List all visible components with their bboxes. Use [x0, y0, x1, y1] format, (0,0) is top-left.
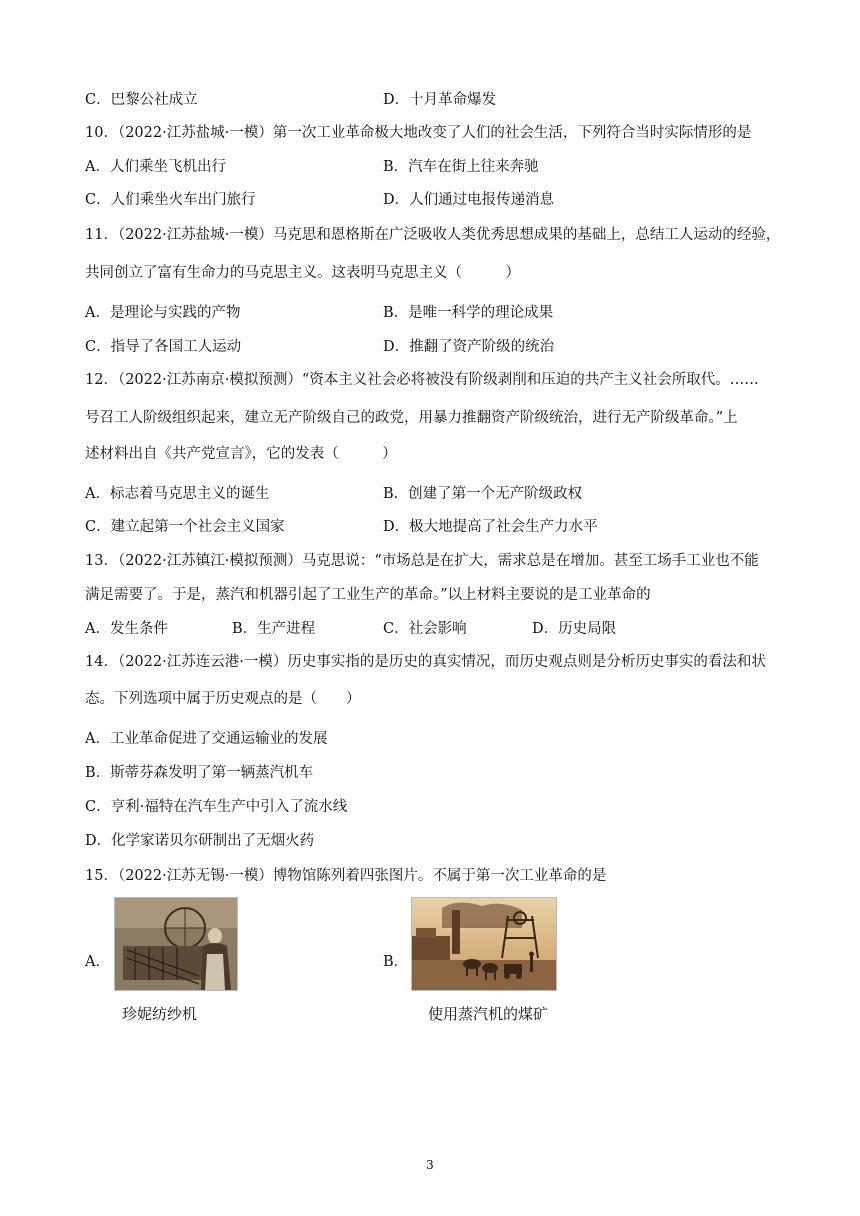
q13-option-c: C．社会影响	[383, 621, 467, 637]
q11-option-d: D．推翻了资产阶级的统治	[383, 339, 555, 355]
q12-option-c: C．建立起第一个社会主义国家	[85, 519, 285, 535]
q10-option-a: A．人们乘坐飞机出行	[85, 159, 226, 175]
q14-option-d: D．化学家诺贝尔研制出了无烟火药	[85, 833, 315, 849]
q15-option-a-label: A．	[85, 954, 110, 970]
q14-option-b: B．斯蒂芬森发明了第一辆蒸汽机车	[85, 765, 314, 781]
coal-mine-illustration	[412, 898, 556, 990]
steam-coal-mine-image	[411, 897, 557, 991]
q12-option-a: A．标志着马克思主义的诞生	[85, 486, 270, 502]
q12-stem-line-3: 述材料出自《共产党宣言》，它的发表（ ）	[85, 446, 397, 462]
q11-stem-line-1: 11．（2022·江苏盐城·一模）马克思和恩格斯在广泛吸收人类优秀思想成果的基础上，总结工人运动的经验，	[85, 227, 781, 243]
q15-option-b-caption: 使用蒸汽机的煤矿	[428, 1005, 549, 1023]
q10-option-b: B．汽车在街上往来奔驰	[383, 159, 539, 175]
q9-option-d: D．十月革命爆发	[383, 92, 497, 108]
q10-option-c: C．人们乘坐火车出门旅行	[85, 192, 256, 208]
q10-option-d: D．人们通过电报传递消息	[383, 192, 555, 208]
q11-option-b: B．是唯一科学的理论成果	[383, 305, 554, 321]
q12-stem-line-1: 12．（2022·江苏南京·模拟预测）“资本主义社会必将被没有阶级剥削和压迫的共产主义社会所取代。……	[85, 372, 759, 388]
q12-stem-line-2: 号召工人阶级组织起来，建立无产阶级自己的政党，用暴力推翻资产阶级统治，进行无产阶级革命。”上	[85, 410, 738, 426]
spinning-jenny-image	[114, 897, 238, 991]
q14-option-c: C．亨利·福特在汽车生产中引入了流水线	[85, 799, 348, 815]
q15-stem: 15．（2022·江苏无锡·一模）博物馆陈列着四张图片。不属于第一次工业革命的是	[85, 868, 607, 884]
q12-option-d: D．极大地提高了社会生产力水平	[383, 519, 598, 535]
q11-stem-line-2: 共同创立了富有生命力的马克思主义。这表明马克思主义（ ）	[85, 265, 520, 281]
q15-option-a-caption: 珍妮纺纱机	[122, 1005, 198, 1023]
q9-option-c: C．巴黎公社成立	[85, 92, 198, 108]
q15-option-b-label: B．	[383, 954, 409, 970]
q10-stem: 10．（2022·江苏盐城·一模）第一次工业革命极大地改变了人们的社会生活，下列符合当时实际情形的是	[85, 125, 752, 141]
q11-option-c: C．指导了各国工人运动	[85, 339, 242, 355]
q13-option-a: A．发生条件	[85, 621, 168, 637]
q11-option-a: A．是理论与实践的产物	[85, 305, 241, 321]
page-number: 3	[426, 1158, 434, 1172]
q12-option-b: B．创建了第一个无产阶级政权	[383, 486, 583, 502]
spinning-jenny-illustration	[115, 898, 237, 990]
q13-option-d: D．历史局限	[532, 621, 617, 637]
q13-stem-line-2: 满足需要了。于是，蒸汽和机器引起了工业生产的革命。”以上材料主要说的是工业革命的	[85, 587, 651, 603]
q13-option-b: B．生产进程	[232, 621, 316, 637]
q14-stem-line-2: 态。下列选项中属于历史观点的是（ ）	[85, 691, 361, 707]
q13-stem-line-1: 13．（2022·江苏镇江·模拟预测）马克思说：“市场总是在扩大，需求总是在增加。甚至工场手工业也不能	[85, 553, 759, 569]
q14-stem-line-1: 14．（2022·江苏连云港·一模）历史事实指的是历史的真实情况，而历史观点则是分析历史事实的看法和状	[85, 654, 766, 670]
q14-option-a: A．工业革命促进了交通运输业的发展	[85, 731, 328, 747]
